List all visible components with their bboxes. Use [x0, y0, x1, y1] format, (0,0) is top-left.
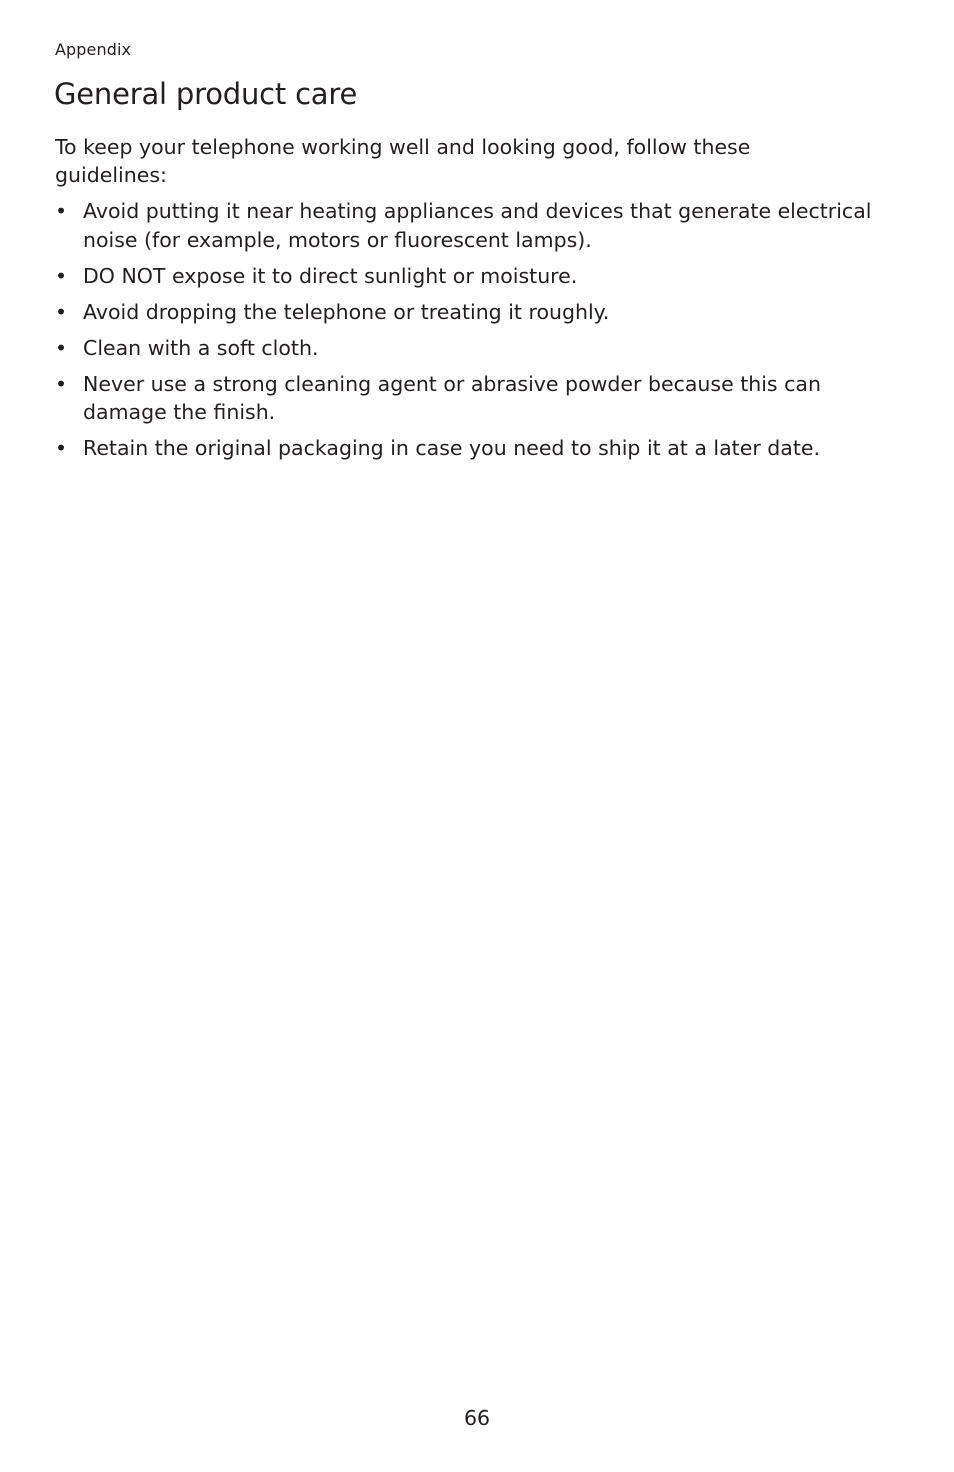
bullet-icon: •: [55, 199, 68, 223]
list-item: [55, 298, 885, 327]
list-item-text: Never use a strong cleaning agent or abrasive powder because this can damage the finish.: [83, 371, 821, 424]
bullet-icon: •: [55, 299, 68, 324]
bullet-icon: •: [55, 371, 68, 396]
page-number: 66: [463, 1406, 491, 1430]
list-item-text: Retain the original packaging in case you need to ship it at a later date.: [83, 436, 820, 460]
intro-paragraph: To keep your telephone working well and looking good, follow these guidelines:: [55, 135, 751, 187]
list-item: [55, 334, 885, 363]
guidelines-list: [55, 197, 885, 470]
bullet-icon: •: [55, 436, 68, 460]
list-item: [55, 262, 885, 291]
list-item-text: DO NOT expose it to direct sunlight or moisture.: [83, 263, 578, 288]
list-item-text: Avoid putting it near heating appliances and devices that generate electrical noise (for example, motors or fluorescent lamps).: [83, 199, 872, 252]
section-label: Appendix: [55, 40, 132, 59]
page-title: General product care: [54, 77, 358, 111]
bullet-icon: •: [55, 263, 68, 288]
list-item: [55, 370, 885, 427]
list-item: [55, 197, 885, 254]
list-item-text: Avoid dropping the telephone or treating it roughly.: [83, 299, 610, 324]
list-item: [55, 434, 885, 463]
list-item-text: Clean with a soft cloth.: [83, 335, 319, 360]
bullet-icon: •: [55, 335, 68, 360]
